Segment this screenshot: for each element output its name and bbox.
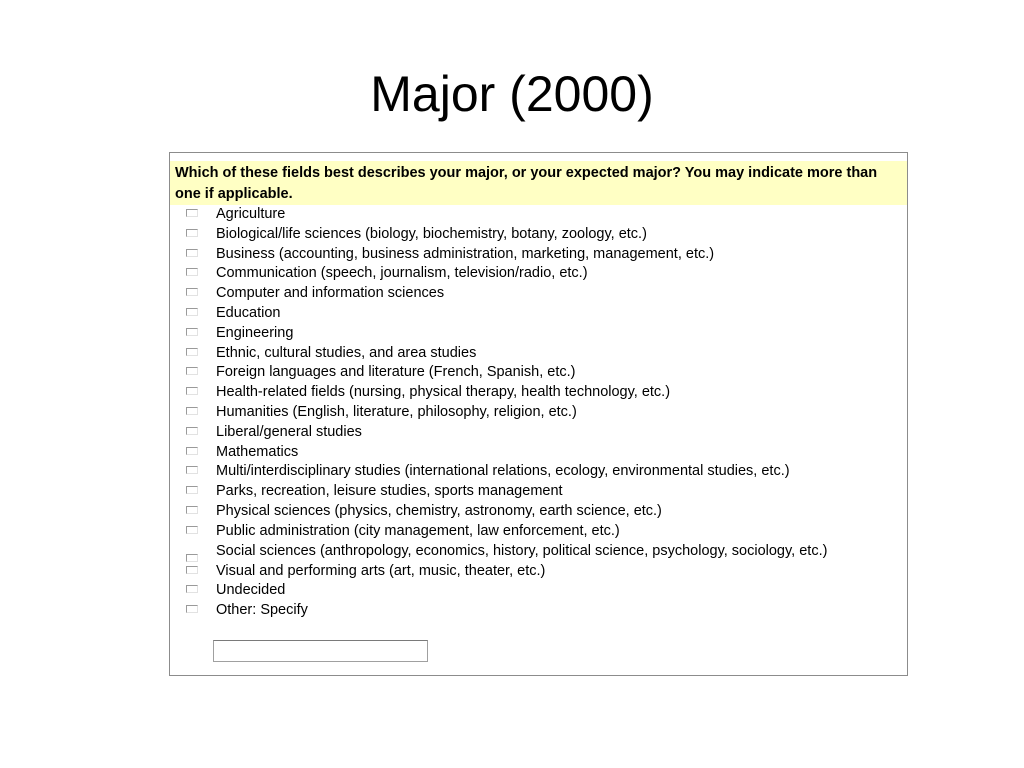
option-other-specify[interactable] xyxy=(186,601,901,621)
option-biological-life-sciences[interactable] xyxy=(186,225,901,245)
option-label: Mathematics xyxy=(216,443,299,460)
option-label: Liberal/general studies xyxy=(216,423,362,440)
option-ethnic-cultural-area-studies[interactable] xyxy=(186,344,901,364)
checkbox[interactable] xyxy=(186,308,198,316)
option-label: Ethnic, cultural studies, and area studies xyxy=(216,344,477,361)
option-label: Other: Specify xyxy=(216,602,308,619)
slide-title: Major (2000) xyxy=(370,66,654,122)
option-communication[interactable] xyxy=(186,264,901,284)
checkbox[interactable] xyxy=(186,526,198,534)
option-foreign-languages[interactable] xyxy=(186,363,901,383)
checkbox[interactable] xyxy=(186,605,198,613)
checkbox[interactable] xyxy=(186,427,198,435)
survey-question-box xyxy=(169,152,908,676)
option-visual-performing-arts[interactable] xyxy=(186,562,901,582)
checkbox[interactable] xyxy=(186,229,198,237)
checkbox[interactable] xyxy=(186,209,198,217)
checkbox[interactable] xyxy=(186,447,198,455)
option-label: Education xyxy=(216,304,281,321)
option-label: Agriculture xyxy=(216,206,286,222)
option-public-administration[interactable] xyxy=(186,522,901,542)
checkbox[interactable] xyxy=(186,268,198,276)
option-health-related-fields[interactable] xyxy=(186,383,901,403)
checkbox[interactable] xyxy=(186,585,198,593)
option-label: Social sciences (anthropology, economics, history, political science, psychology, sociology, etc.) xyxy=(216,542,828,559)
option-business[interactable] xyxy=(186,245,901,265)
option-undecided[interactable] xyxy=(186,581,901,601)
option-label: Communication (speech, journalism, television/radio, etc.) xyxy=(216,265,588,282)
checkbox[interactable] xyxy=(186,554,198,562)
option-label: Visual and performing arts (art, music, theater, etc.) xyxy=(216,562,546,579)
option-label: Undecided xyxy=(216,582,286,599)
checkbox[interactable] xyxy=(186,466,198,474)
checkbox[interactable] xyxy=(186,506,198,514)
option-label: Public administration (city management, law enforcement, etc.) xyxy=(216,522,620,539)
option-label: Humanities (English, literature, philosophy, religion, etc.) xyxy=(216,403,577,420)
other-specify-input[interactable] xyxy=(213,640,428,662)
option-liberal-general-studies[interactable] xyxy=(186,423,901,443)
option-label: Business (accounting, business administration, marketing, management, etc.) xyxy=(216,245,715,262)
checkbox[interactable] xyxy=(186,566,198,574)
option-label: Biological/life sciences (biology, biochemistry, botany, zoology, etc.) xyxy=(216,225,647,242)
option-agriculture[interactable] xyxy=(186,205,901,225)
option-label: Health-related fields (nursing, physical therapy, health technology, etc.) xyxy=(216,384,671,401)
checkbox[interactable] xyxy=(186,367,198,375)
option-mathematics[interactable] xyxy=(186,443,901,463)
option-label: Engineering xyxy=(216,324,294,341)
option-label: Multi/interdisciplinary studies (international relations, ecology, environmental studies, etc.) xyxy=(216,463,790,480)
option-label: Physical sciences (physics, chemistry, astronomy, earth science, etc.) xyxy=(216,502,662,519)
option-physical-sciences[interactable] xyxy=(186,502,901,522)
checkbox[interactable] xyxy=(186,407,198,415)
option-label: Parks, recreation, leisure studies, sports management xyxy=(216,483,563,500)
checkbox[interactable] xyxy=(186,249,198,257)
option-parks-recreation[interactable] xyxy=(186,482,901,502)
checkbox[interactable] xyxy=(186,387,198,395)
question-text: Which of these fields best describes your major, or your expected major? You may indicate more than one if applicable. xyxy=(170,161,907,205)
options-list xyxy=(186,205,901,621)
checkbox[interactable] xyxy=(186,348,198,356)
option-education[interactable] xyxy=(186,304,901,324)
option-engineering[interactable] xyxy=(186,324,901,344)
option-social-sciences[interactable] xyxy=(186,542,901,562)
option-label: Foreign languages and literature (French, Spanish, etc.) xyxy=(216,364,576,381)
option-multi-interdisciplinary-studies[interactable] xyxy=(186,462,901,482)
option-humanities[interactable] xyxy=(186,403,901,423)
checkbox[interactable] xyxy=(186,288,198,296)
option-label: Computer and information sciences xyxy=(216,285,445,302)
checkbox[interactable] xyxy=(186,328,198,336)
checkbox[interactable] xyxy=(186,486,198,494)
option-computer-information-sciences[interactable] xyxy=(186,284,901,304)
